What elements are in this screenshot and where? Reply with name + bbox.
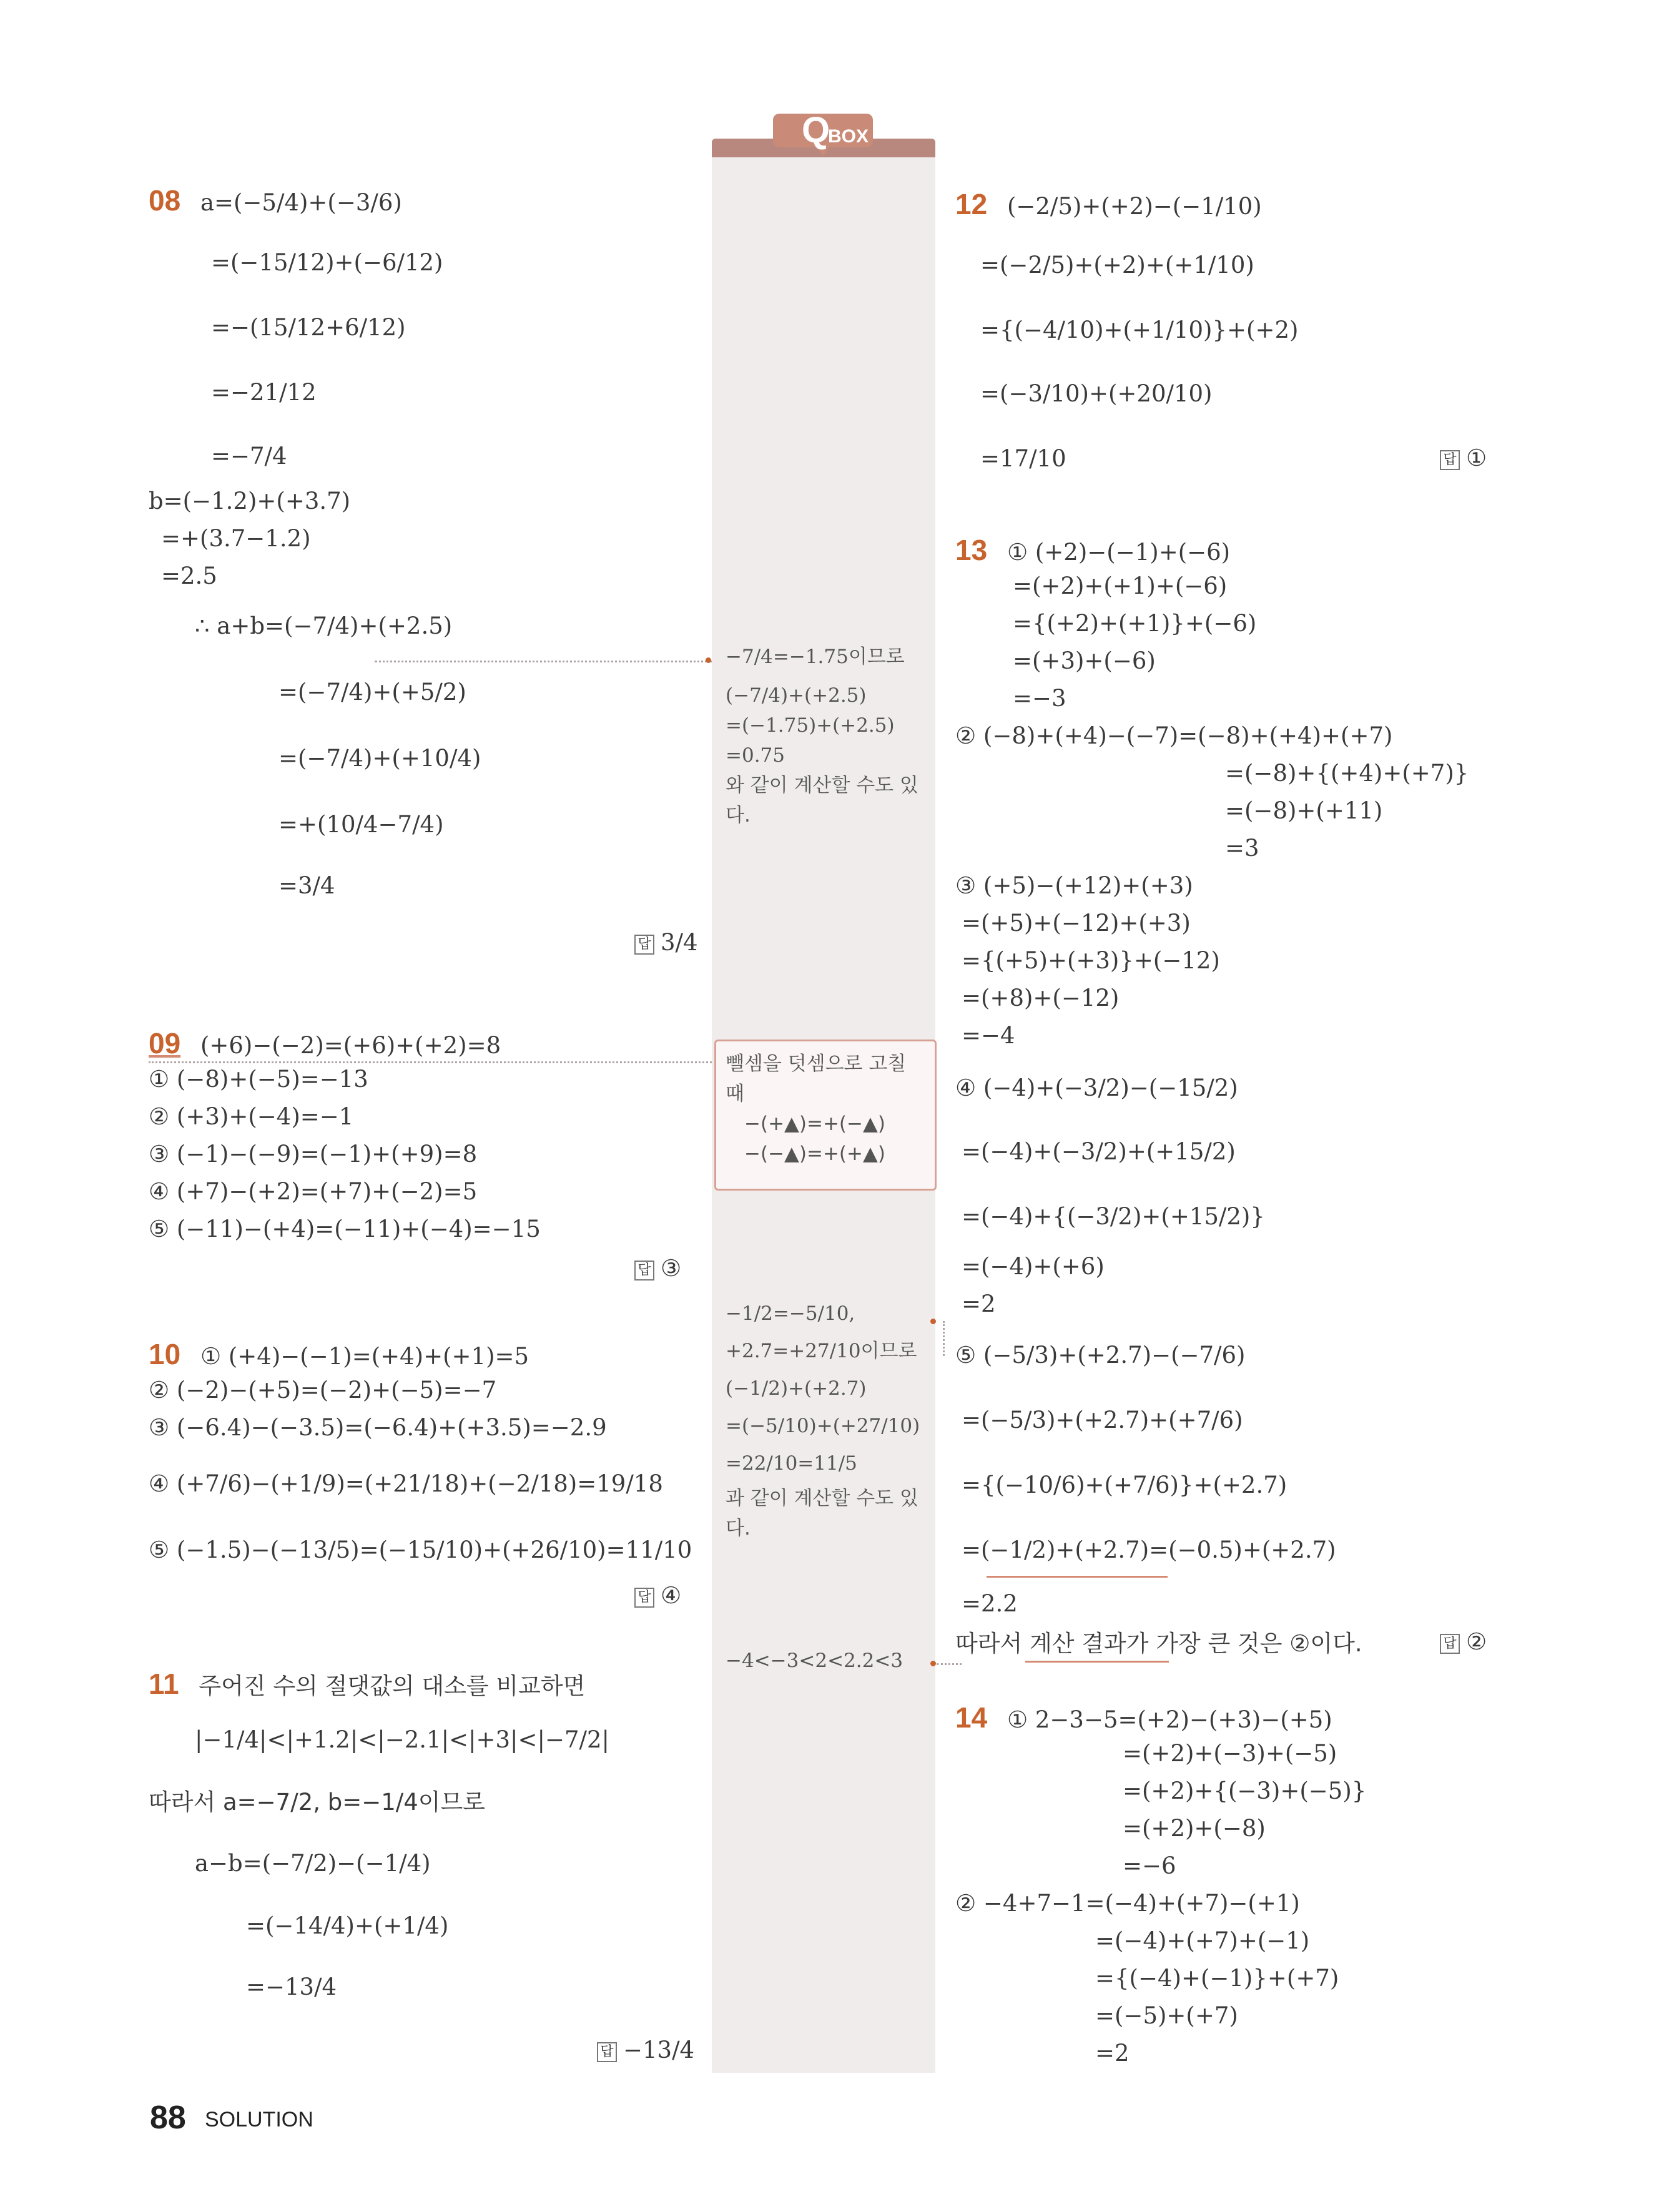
problem-line: =2: [962, 1290, 996, 1317]
note-line: (−7/4)+(+2.5): [726, 684, 867, 707]
problem-line: =(+3)+(−6): [1013, 647, 1156, 674]
problem-10: [149, 1340, 529, 1369]
problem-08: [149, 186, 402, 215]
note-line: =22/10=11/5: [726, 1452, 857, 1475]
note-line: −1/2=−5/10,: [726, 1302, 855, 1325]
problem-line: =−21/12: [211, 379, 317, 406]
problem-line: =17/10: [980, 445, 1066, 472]
problem-number: 11: [149, 1668, 179, 1700]
problem-line: =(−5/3)+(+2.7)+(+7/6): [962, 1407, 1243, 1433]
problem-line: =(−8)+(+11): [1225, 797, 1383, 824]
problem-line: ② (−2)−(+5)=(−2)+(−5)=−7: [149, 1377, 497, 1403]
problem-line: =(+2)+(−8): [1123, 1815, 1266, 1842]
problem-line: (−2/5)+(+2)−(−1/10): [1007, 193, 1262, 220]
problem-line: ={(−4/10)+(+1/10)}+(+2): [980, 317, 1299, 343]
problem-line: =(+8)+(−12): [962, 985, 1120, 1011]
note-line: =(−5/10)+(+27/10): [726, 1415, 920, 1438]
problem-line: =2: [1095, 2040, 1130, 2067]
problem-line: =−6: [1123, 1852, 1176, 1879]
problem-line: =(−1/2)+(+2.7)=(−0.5)+(+2.7): [962, 1536, 1336, 1563]
note-line: 뺄셈을 덧셈으로 고칠: [726, 1053, 907, 1075]
problem-line: =(−7/4)+(+5/2): [278, 679, 466, 705]
note-line: −(−▲)=+(+▲): [744, 1143, 885, 1166]
problem-line: =(−4)+(+7)+(−1): [1095, 1927, 1310, 1954]
note-3: [726, 1299, 920, 1543]
problem-line: =(−3/10)+(+20/10): [980, 380, 1213, 407]
note-line: =(−1.75)+(+2.5): [726, 714, 895, 737]
problem-line: ② (−8)+(+4)−(−7)=(−8)+(+4)+(+7): [955, 722, 1393, 749]
problem-line: ③ (−6.4)−(−3.5)=(−6.4)+(+3.5)=−2.9: [149, 1414, 607, 1441]
problem-line: =(−15/12)+(−6/12): [211, 249, 443, 276]
problem-line: =+(3.7−1.2): [161, 525, 311, 552]
problem-line: 따라서 a=−7/2, b=−1/4이므로: [149, 1789, 485, 1816]
problem-line: =(+2)+{(−3)+(−5)}: [1123, 1777, 1367, 1804]
problem-line: 주어진 수의 절댓값의 대소를 비교하면: [199, 1673, 586, 1699]
answer-mark: 답: [634, 1588, 654, 1608]
problem-line: =(−4)+(+6): [962, 1253, 1105, 1280]
problem-number: 10: [149, 1338, 181, 1370]
problem-line: =2.5: [161, 563, 217, 589]
problem-line: =3/4: [278, 872, 335, 899]
answer-12: [1440, 445, 1487, 471]
note-line: 때: [726, 1083, 744, 1106]
connector-line: [937, 1663, 962, 1665]
problem-11: [149, 1669, 585, 1698]
connector-marker: [930, 1661, 936, 1666]
problem-line: ④ (+7)−(+2)=(+7)+(−2)=5: [149, 1178, 478, 1205]
note-line: 와 같이 계산할 수도 있: [726, 774, 918, 797]
answer-mark: 답: [634, 935, 654, 955]
problem-number: 12: [955, 188, 988, 220]
problem-line: a−b=(−7/2)−(−1/4): [195, 1850, 431, 1877]
answer-10: [634, 1582, 681, 1609]
problem-line: ∴ a+b=(−7/4)+(+2.5): [195, 612, 453, 639]
note-1: [726, 642, 918, 830]
connector-line: [375, 661, 712, 662]
answer-value: ②: [1466, 1628, 1487, 1655]
problem-line: =(−8)+{(+4)+(+7)}: [1225, 760, 1469, 787]
qbox-q: Q: [802, 110, 830, 150]
answer-value: ①: [1466, 445, 1487, 471]
note-line: =0.75: [726, 744, 785, 767]
note-line: 과 같이 계산할 수도 있: [726, 1487, 918, 1510]
problem-line: ⑤ (−5/3)+(+2.7)−(−7/6): [955, 1342, 1246, 1369]
note-line: 다.: [726, 804, 751, 827]
problem-line: =(+2)+(−3)+(−5): [1123, 1740, 1337, 1767]
connector-line: [149, 1061, 712, 1063]
answer-value: ③: [661, 1255, 682, 1282]
problem-number: 08: [149, 184, 181, 217]
problem-line: |−1/4|<|+1.2|<|−2.1|<|+3|<|−7/2|: [195, 1726, 609, 1753]
qbox-box: BOX: [828, 126, 869, 147]
problem-line: b=(−1.2)+(+3.7): [149, 488, 351, 514]
answer-mark: 답: [597, 2042, 617, 2062]
connector-line: [943, 1321, 945, 1356]
note-line: +2.7=+27/10이므로: [726, 1340, 917, 1363]
problem-line: =(−4)+(−3/2)+(+15/2): [962, 1138, 1236, 1165]
problem-number: 09: [149, 1027, 181, 1059]
note-4: [726, 1646, 903, 1676]
note-2: [726, 1049, 906, 1169]
problem-line: (+6)−(−2)=(+6)+(+2)=8: [200, 1032, 501, 1059]
problem-number: 14: [955, 1701, 988, 1734]
answer-value: ④: [661, 1582, 682, 1609]
problem-line: ={(−4)+(−1)}+(+7): [1095, 1965, 1339, 1992]
problem-line: =(+2)+(+1)+(−6): [1013, 573, 1228, 599]
problem-line: ⑤ (−11)−(+4)=(−11)+(−4)=−15: [149, 1216, 541, 1242]
problem-line: ={(+2)+(+1)}+(−6): [1013, 610, 1257, 637]
qbox-badge: [767, 105, 879, 160]
problem-line: 따라서 계산 결과가 가장 큰 것은 ②이다.: [955, 1630, 1362, 1657]
note-line: −4<−3<2<2.2<3: [726, 1649, 903, 1672]
answer-09: [634, 1255, 681, 1282]
problem-line: =(−2/5)+(+2)+(+1/10): [980, 252, 1254, 278]
note-line: (−1/2)+(+2.7): [726, 1377, 867, 1400]
problem-line: ① (−8)+(−5)=−13: [149, 1066, 368, 1093]
problem-line: ={(−10/6)+(+7/6)}+(+2.7): [962, 1472, 1287, 1498]
problem-line: =+(10/4−7/4): [278, 811, 444, 838]
answer-mark: 답: [1440, 1634, 1460, 1654]
problem-line: ② −4+7−1=(−4)+(+7)−(+1): [955, 1890, 1300, 1917]
problem-line: =2.2: [962, 1590, 1018, 1617]
problem-line: =(−5)+(+7): [1095, 2002, 1238, 2029]
problem-line: a=(−5/4)+(−3/6): [200, 189, 402, 216]
problem-line: ④ (+7/6)−(+1/9)=(+21/18)+(−2/18)=19/18: [149, 1470, 663, 1497]
page-number: 88: [150, 2100, 186, 2136]
problem-line: =(−14/4)+(+1/4): [246, 1912, 449, 1939]
connector-marker: [706, 657, 711, 663]
problem-line: ④ (−4)+(−3/2)−(−15/2): [955, 1074, 1238, 1101]
answer-value: −13/4: [623, 2037, 695, 2063]
note-line: 다.: [726, 1517, 751, 1540]
problem-09: [149, 1029, 501, 1058]
problem-line: =−3: [1013, 685, 1066, 712]
answer-value: 3/4: [661, 929, 698, 956]
problem-line: ① (+2)−(−1)+(−6): [1007, 539, 1231, 566]
problem-line: ① (+4)−(−1)=(+4)+(+1)=5: [200, 1343, 529, 1370]
problem-line: =(+5)+(−12)+(+3): [962, 910, 1191, 936]
problem-line: =(−4)+{(−3/2)+(+15/2)}: [962, 1203, 1265, 1230]
problem-line: =3: [1225, 835, 1259, 862]
problem-line: =−7/4: [211, 443, 287, 469]
answer-mark: 답: [1440, 450, 1460, 470]
highlight-underline: [987, 1576, 1168, 1578]
connector-marker: [930, 1319, 936, 1324]
note-line: −(+▲)=+(−▲): [744, 1113, 885, 1136]
problem-line: =−13/4: [246, 1974, 337, 2000]
answer-11: [597, 2037, 694, 2063]
problem-line: =(−7/4)+(+10/4): [278, 745, 481, 772]
problem-line: ③ (+5)−(+12)+(+3): [955, 872, 1193, 899]
answer-13: [1440, 1628, 1487, 1655]
footer-label: SOLUTION: [205, 2108, 313, 2131]
answer-08: [634, 929, 698, 956]
problem-line: ={(+5)+(+3)}+(−12): [962, 947, 1220, 974]
problem-13: [955, 536, 1230, 564]
problem-14: [955, 1703, 1332, 1732]
highlight-underline: [1025, 1661, 1169, 1663]
problem-line: ② (+3)+(−4)=−1: [149, 1103, 354, 1130]
problem-line: ① 2−3−5=(+2)−(+3)−(+5): [1007, 1706, 1332, 1733]
answer-mark: 답: [634, 1261, 654, 1281]
problem-line: ⑤ (−1.5)−(−13/5)=(−15/10)+(+26/10)=11/10: [149, 1536, 692, 1563]
problem-number: 13: [955, 534, 988, 566]
problem-line: =−4: [962, 1022, 1015, 1049]
problem-line: =−(15/12+6/12): [211, 314, 406, 341]
problem-line: ③ (−1)−(−9)=(−1)+(+9)=8: [149, 1141, 478, 1167]
problem-12: [955, 190, 1262, 219]
note-line: −7/4=−1.75이므로: [726, 646, 905, 668]
